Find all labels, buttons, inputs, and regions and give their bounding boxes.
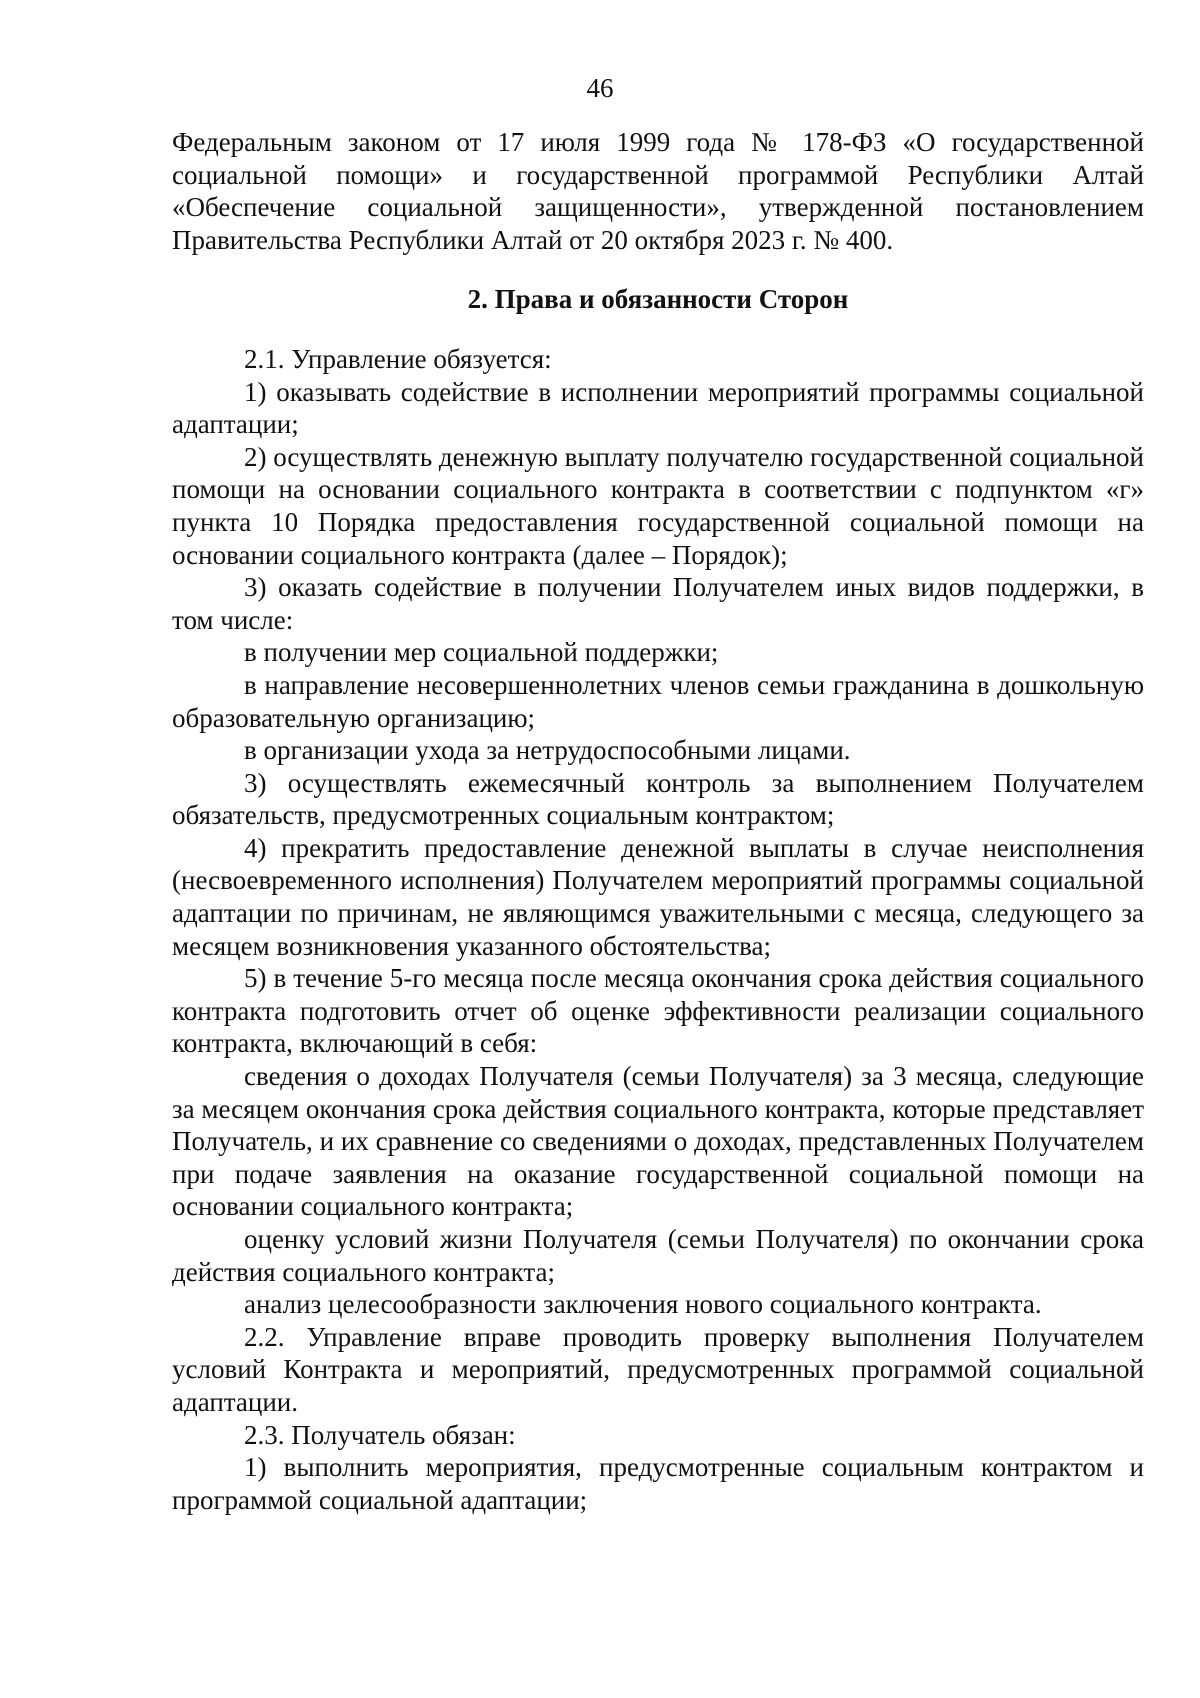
clause-2-1-item-5-sub-3: анализ целесообразности заключения нового социального контракта. [244,1289,1042,1320]
clause-2-2: 2.2. Управление вправе проводить проверку выполнения Получателем условий Контракта и мероприятий, предусмотренных программой социальной адаптации. [172,1321,1144,1417]
clause-2-1-item-3-sub-3: в организации ухода за нетрудоспособными лицами. [244,735,851,766]
document-body [172,126,1144,1516]
page-number: 46 [586,73,614,103]
clause-2-1-item-3-sub-1: в получении мер социальной поддержки; [244,637,719,668]
clause-2-1-item-5-sub-1: сведения о доходах Получателя (семьи Получателя) за 3 месяца, следующие за месяцем окончания срока действия социального контракта, которые представляет Получатель, и их сравнение со сведениями о доходах, представленных Получателем при подаче заявления на оказание государственной социальной помощи на основании социального контракта; [172,1061,1144,1222]
clause-2-1-item-5: 5) в течение 5-го месяца после месяца окончания срока действия социального контракта подготовить отчет об оценке эффективности реализации социального контракта, включающий в себя: [172,963,1144,1059]
clause-2-1-item-5-sub-2: оценку условий жизни Получателя (семьи Получателя) по окончании срока действия социального контракта; [172,1224,1144,1287]
clause-2-1-item-4: 4) прекратить предоставление денежной выплаты в случае неисполнения (несвоевременного исполнения) Получателем мероприятий программы социальной адаптации по причинам, не являющимся уважительными с месяца, следующего за месяцем возникновения указанного обстоятельства; [172,832,1144,961]
clause-2-1-item-3-sub-2: в направление несовершеннолетних членов семьи гражданина в дошкольную образовательную организацию; [172,669,1144,733]
clause-2-1-item-3b: 3) осуществлять ежемесячный контроль за выполнением Получателем обязательств, предусмотренных социальным контрактом; [172,767,1144,831]
clause-2-1-item-1: 1) оказывать содействие в исполнении мероприятий программы социальной адаптации; [172,376,1144,440]
intro-paragraph: Федеральным законом от 17 июля 1999 года № 178-ФЗ «О государственной социальной помощи» и государственной программой Республики Алтай «Обеспечение социальной защищенности», утвержденной постановлением Правительства Республики Алтай от 20 октября 2023 г. № 400. [172,127,1144,255]
clause-2-1-item-2: 2) осуществлять денежную выплату получателю государственной социальной помощи на основании социального контракта в соответствии с подпунктом «г» пункта 10 Порядка предоставления государственной социальной помощи на основании социального контракта (далее – Порядок); [172,441,1144,570]
clause-2-1-item-3: 3) оказать содействие в получении Получателем иных видов поддержки, в том числе: [172,572,1144,635]
clause-2-1: 2.1. Управление обязуется: [244,343,552,374]
clause-2-3: 2.3. Получатель обязан: [244,1419,516,1450]
clause-2-3-item-1: 1) выполнить мероприятия, предусмотренные социальным контрактом и программой социальной адаптации; [172,1452,1144,1515]
section-heading: 2. Права и обязанности Сторон [467,284,849,315]
